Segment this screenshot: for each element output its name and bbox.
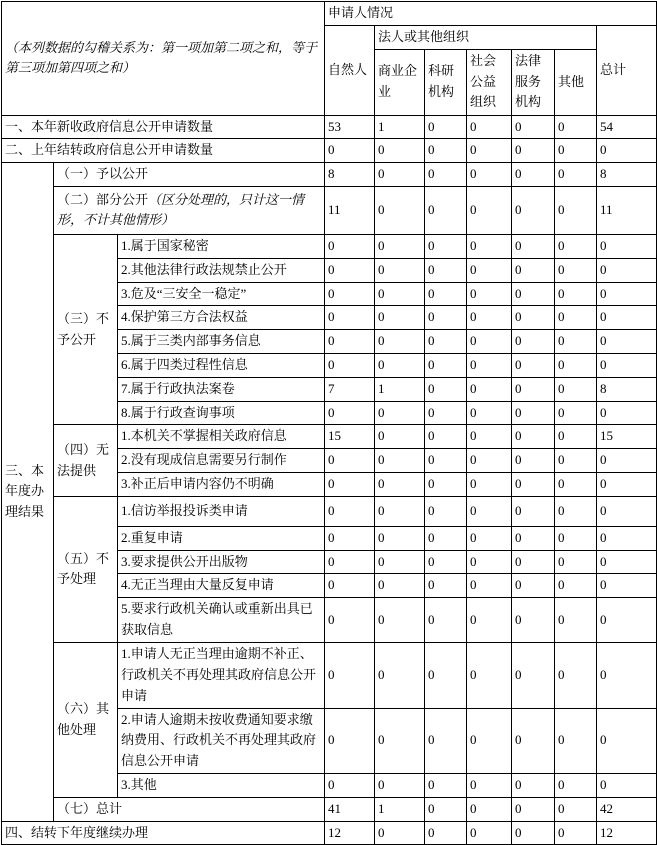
value-cell: 0 [555,330,597,354]
value-cell: 0 [597,353,657,377]
value-cell: 15 [325,425,375,449]
value-cell: 0 [375,773,425,797]
value-cell: 0 [375,330,425,354]
value-cell: 7 [325,377,375,401]
value-cell: 0 [467,643,512,708]
value-cell: 1 [375,377,425,401]
value-cell: 0 [467,472,512,496]
header-org-legal-service: 法律服务机构 [512,49,555,115]
value-cell: 41 [325,797,375,821]
value-cell: 0 [555,377,597,401]
row-label-text: （二）部分公开 [57,191,149,207]
value-cell: 8 [325,163,375,187]
value-cell: 0 [555,797,597,821]
value-cell: 0 [512,574,555,598]
value-cell: 0 [555,449,597,473]
value-cell: 1 [375,797,425,821]
table-row [2,496,657,526]
value-cell: 0 [555,258,597,282]
header-org-welfare: 社会公益组织 [467,49,512,115]
value-cell: 0 [375,708,425,773]
value-cell: 0 [425,282,467,306]
value-cell: 0 [425,186,467,234]
value-cell: 0 [555,773,597,797]
value-cell: 0 [375,163,425,187]
value-cell: 0 [467,401,512,425]
row-label: 一、本年新收政府信息公开申请数量 [2,115,325,139]
value-cell: 0 [375,598,425,643]
value-cell: 0 [597,401,657,425]
value-cell: 0 [467,708,512,773]
value-cell: 0 [325,496,375,526]
value-cell: 0 [375,258,425,282]
value-cell: 0 [467,163,512,187]
value-cell: 0 [597,643,657,708]
value-cell: 0 [325,598,375,643]
value-cell: 0 [597,496,657,526]
value-cell: 0 [597,526,657,550]
value-cell: 0 [512,708,555,773]
row-label: 7.属于行政执法案卷 [118,377,325,401]
value-cell: 0 [512,526,555,550]
value-cell: 0 [325,282,375,306]
value-cell: 0 [425,574,467,598]
value-cell: 0 [512,139,555,163]
value-cell: 0 [375,425,425,449]
value-cell: 0 [512,282,555,306]
value-cell: 0 [512,449,555,473]
value-cell: 0 [555,708,597,773]
value-cell: 0 [555,643,597,708]
row-label: 二、上年结转政府信息公开申请数量 [2,139,325,163]
value-cell: 0 [467,821,512,845]
row-label: 1.属于国家秘密 [118,234,325,258]
row-label: 1.信访举报投诉类申请 [118,496,325,526]
value-cell: 0 [512,306,555,330]
value-cell: 0 [425,306,467,330]
value-cell: 0 [467,496,512,526]
table-row [2,821,657,845]
value-cell: 0 [375,306,425,330]
header-row-1 [2,2,657,26]
value-cell: 8 [597,163,657,187]
value-cell: 0 [375,282,425,306]
value-cell: 0 [555,353,597,377]
value-cell: 11 [597,186,657,234]
value-cell: 0 [325,306,375,330]
value-cell: 0 [425,234,467,258]
table-row [2,425,657,449]
value-cell: 0 [512,425,555,449]
value-cell: 0 [375,496,425,526]
value-cell: 0 [555,550,597,574]
value-cell: 0 [467,773,512,797]
value-cell: 0 [375,353,425,377]
row-label [54,186,325,234]
value-cell: 1 [375,115,425,139]
value-cell: 0 [325,574,375,598]
value-cell: 0 [555,401,597,425]
value-cell: 0 [597,574,657,598]
row-label: 4.无正当理由大量反复申请 [118,574,325,598]
value-cell: 0 [512,401,555,425]
table-row [2,139,657,163]
value-cell: 0 [555,526,597,550]
value-cell: 0 [325,526,375,550]
value-cell: 8 [597,377,657,401]
section-label-annual-results: 三、本年度办理结果 [2,163,54,821]
value-cell: 53 [325,115,375,139]
value-cell: 0 [467,425,512,449]
value-cell: 0 [467,797,512,821]
value-cell: 0 [425,258,467,282]
table-row [2,234,657,258]
row-label: 3.危及“三安全一稳定” [118,282,325,306]
row-label: 1.本机关不掌握相关政府信息 [118,425,325,449]
value-cell: 0 [512,163,555,187]
value-cell: 0 [597,708,657,773]
value-cell: 0 [325,708,375,773]
value-cell: 0 [597,598,657,643]
row-label: 2.没有现成信息需要另行制作 [118,449,325,473]
row-label: 5.属于三类内部事务信息 [118,330,325,354]
row-label: 四、结转下年度继续办理 [2,821,325,845]
value-cell: 0 [467,449,512,473]
value-cell: 0 [512,353,555,377]
value-cell: 0 [512,496,555,526]
value-cell: 0 [512,330,555,354]
value-cell: 0 [375,449,425,473]
value-cell: 0 [467,139,512,163]
value-cell: 0 [425,526,467,550]
value-cell: 0 [512,115,555,139]
header-legal-or-other-org: 法人或其他组织 [375,25,597,49]
value-cell: 0 [425,139,467,163]
value-cell: 0 [425,598,467,643]
row-label: （七）总计 [54,797,325,821]
value-cell: 0 [597,472,657,496]
value-cell: 0 [555,186,597,234]
value-cell: 0 [375,472,425,496]
value-cell: 0 [467,234,512,258]
table-row [2,163,657,187]
value-cell: 0 [555,139,597,163]
value-cell: 0 [325,139,375,163]
value-cell: 0 [555,163,597,187]
row-label: 2.申请人逾期未按收费通知要求缴纳费用、行政机关不再处理其政府信息公开申请 [118,708,325,773]
group-label-other-processing: （六）其他处理 [54,643,118,798]
value-cell: 0 [597,550,657,574]
disclosure-requests-table [1,1,657,845]
value-cell: 0 [375,401,425,425]
value-cell: 12 [597,821,657,845]
value-cell: 0 [555,574,597,598]
value-cell: 0 [425,797,467,821]
value-cell: 0 [467,574,512,598]
value-cell: 0 [425,353,467,377]
value-cell: 0 [425,821,467,845]
value-cell: 0 [597,330,657,354]
value-cell: 0 [325,258,375,282]
value-cell: 0 [425,330,467,354]
value-cell: 0 [467,330,512,354]
table-row [2,186,657,234]
value-cell: 0 [325,550,375,574]
value-cell: 0 [512,234,555,258]
header-org-other: 其他 [555,49,597,115]
value-cell: 0 [597,282,657,306]
value-cell: 0 [555,282,597,306]
value-cell: 0 [467,306,512,330]
value-cell: 0 [555,234,597,258]
value-cell: 11 [325,186,375,234]
row-label: 4.保护第三方合法权益 [118,306,325,330]
value-cell: 0 [512,472,555,496]
value-cell: 0 [512,797,555,821]
value-cell: 0 [325,353,375,377]
value-cell: 0 [467,377,512,401]
value-cell: 0 [375,550,425,574]
value-cell: 0 [467,186,512,234]
table-row [2,797,657,821]
value-cell: 0 [512,550,555,574]
row-label: 3.要求提供公开出版物 [118,550,325,574]
value-cell: 0 [597,258,657,282]
value-cell: 0 [425,550,467,574]
header-applicant-status: 申请人情况 [325,2,657,26]
note-text: （本列数据的勾稽关系为：第一项加第二项之和，等于第三项加第四项之和） [5,39,318,76]
value-cell: 0 [375,643,425,708]
value-cell: 0 [425,377,467,401]
note-cell [2,2,325,116]
value-cell: 0 [425,708,467,773]
row-label: 1.申请人无正当理由逾期不补正、行政机关不再处理其政府信息公开申请 [118,643,325,708]
value-cell: 0 [425,472,467,496]
value-cell: 0 [512,598,555,643]
row-label: 5.要求行政机关确认或重新出具已获取信息 [118,598,325,643]
value-cell: 0 [555,306,597,330]
value-cell: 0 [555,821,597,845]
value-cell: 0 [425,115,467,139]
value-cell: 0 [512,377,555,401]
value-cell: 15 [597,425,657,449]
row-label: 3.补正后申请内容仍不明确 [118,472,325,496]
value-cell: 0 [467,282,512,306]
value-cell: 0 [325,773,375,797]
value-cell: 0 [425,163,467,187]
group-label-not-processed: （五）不予处理 [54,496,118,642]
value-cell: 0 [467,258,512,282]
value-cell: 0 [375,139,425,163]
value-cell: 0 [597,139,657,163]
value-cell: 0 [375,186,425,234]
value-cell: 0 [375,234,425,258]
value-cell: 12 [325,821,375,845]
value-cell: 0 [467,526,512,550]
value-cell: 0 [555,472,597,496]
value-cell: 0 [597,449,657,473]
value-cell: 0 [467,115,512,139]
value-cell: 0 [555,425,597,449]
value-cell: 0 [555,115,597,139]
value-cell: 0 [467,353,512,377]
table-row [2,643,657,708]
value-cell: 0 [512,186,555,234]
row-label: 2.重复申请 [118,526,325,550]
value-cell: 0 [467,598,512,643]
value-cell: 0 [597,234,657,258]
value-cell: 0 [375,821,425,845]
header-natural-person: 自然人 [325,25,375,115]
value-cell: 0 [425,425,467,449]
value-cell: 0 [512,258,555,282]
value-cell: 0 [555,496,597,526]
value-cell: 0 [425,401,467,425]
row-label: 8.属于行政查询事项 [118,401,325,425]
value-cell: 0 [325,449,375,473]
value-cell: 0 [512,773,555,797]
value-cell: 54 [597,115,657,139]
value-cell: 0 [425,643,467,708]
value-cell: 0 [555,598,597,643]
row-label: 3.其他 [118,773,325,797]
value-cell: 0 [512,821,555,845]
value-cell: 0 [375,526,425,550]
row-label: 6.属于四类过程性信息 [118,353,325,377]
value-cell: 0 [325,472,375,496]
header-total: 总计 [597,25,657,115]
value-cell: 0 [325,234,375,258]
row-label: 2.其他法律行政法规禁止公开 [118,258,325,282]
value-cell: 0 [467,550,512,574]
value-cell: 0 [425,496,467,526]
group-label-not-disclosed: （三）不予公开 [54,234,118,424]
value-cell: 0 [425,773,467,797]
value-cell: 0 [512,643,555,708]
value-cell: 42 [597,797,657,821]
value-cell: 0 [325,643,375,708]
value-cell: 0 [325,401,375,425]
value-cell: 0 [375,574,425,598]
row-label: （一）予以公开 [54,163,325,187]
header-org-research: 科研机构 [425,49,467,115]
value-cell: 0 [325,330,375,354]
value-cell: 0 [597,773,657,797]
value-cell: 0 [597,306,657,330]
group-label-unable-to-provide: （四）无法提供 [54,425,118,496]
value-cell: 0 [425,449,467,473]
header-org-business: 商业企业 [375,49,425,115]
table-row [2,115,657,139]
row-label-note: （区分处理的，只计这一情形，不计其他情形） [57,191,305,228]
